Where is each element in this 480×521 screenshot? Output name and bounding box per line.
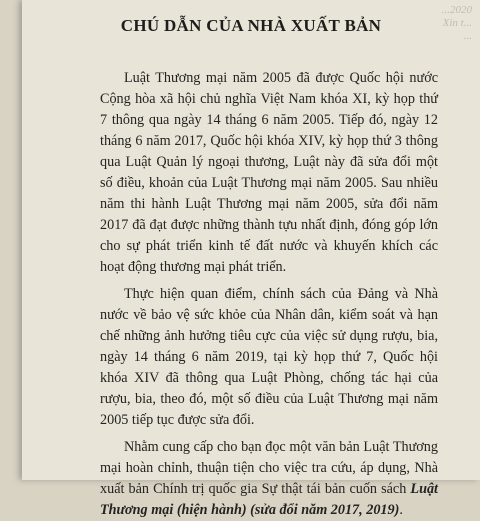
book-page	[22, 0, 480, 518]
body-text	[100, 68, 438, 521]
book-title: Luật Thương mại (hiện hành) (sửa đổi năm 2017, 2019)	[100, 481, 438, 518]
page-title: CHÚ DẪN CỦA NHÀ XUẤT BẢN	[120, 16, 382, 35]
paragraph-3	[100, 437, 438, 521]
bleed-through-text: ...2020 Xin t... ...	[441, 4, 472, 42]
paragraph-3-text: Nhằm cung cấp cho bạn đọc một văn bản Luật Thương mại hoàn chỉnh, thuận tiện cho việc tra cứu, áp dụng, Nhà xuất bản Chính trị quốc gia Sự thật tái bản cuốn sách	[100, 439, 438, 497]
trailing-punctuation: .	[399, 502, 403, 518]
paragraph-2: Thực hiện quan điểm, chính sách của Đảng và Nhà nước về bảo vệ sức khỏe của Nhân dân, kiểm soát và hạn chế những ảnh hưởng tiêu cực của việc sử dụng rượu, bia, ngày 14 tháng 6 năm 2019, tại kỳ họp thứ 7, Quốc hội khóa XIV đã thông qua Luật Phòng, chống tác hại của rượu, bia, theo đó, một số điều của Luật Thương mại năm 2005 tiếp tục được sửa đổi.	[100, 286, 438, 428]
paragraph-1: Luật Thương mại năm 2005 đã được Quốc hội nước Cộng hòa xã hội chủ nghĩa Việt Nam khóa XI, kỳ họp thứ 7 thông qua ngày 14 tháng 6 năm 2005. Tiếp đó, ngày 12 tháng 6 năm 2017, Quốc hội khóa XIV, kỳ họp thứ 3 thông qua Luật Quản lý ngoại thương, Luật này đã sửa đổi một số điều, khoản của Luật Thương mại năm 2005. Sau nhiều năm thi hành Luật Thương mại năm 2005, sửa đổi năm 2017 đã đạt được những thành tựu nhất định, đóng góp lớn cho sự phát triển kinh tế đất nước và khuyến khích các hoạt động thương mại phát triển.	[100, 70, 438, 275]
